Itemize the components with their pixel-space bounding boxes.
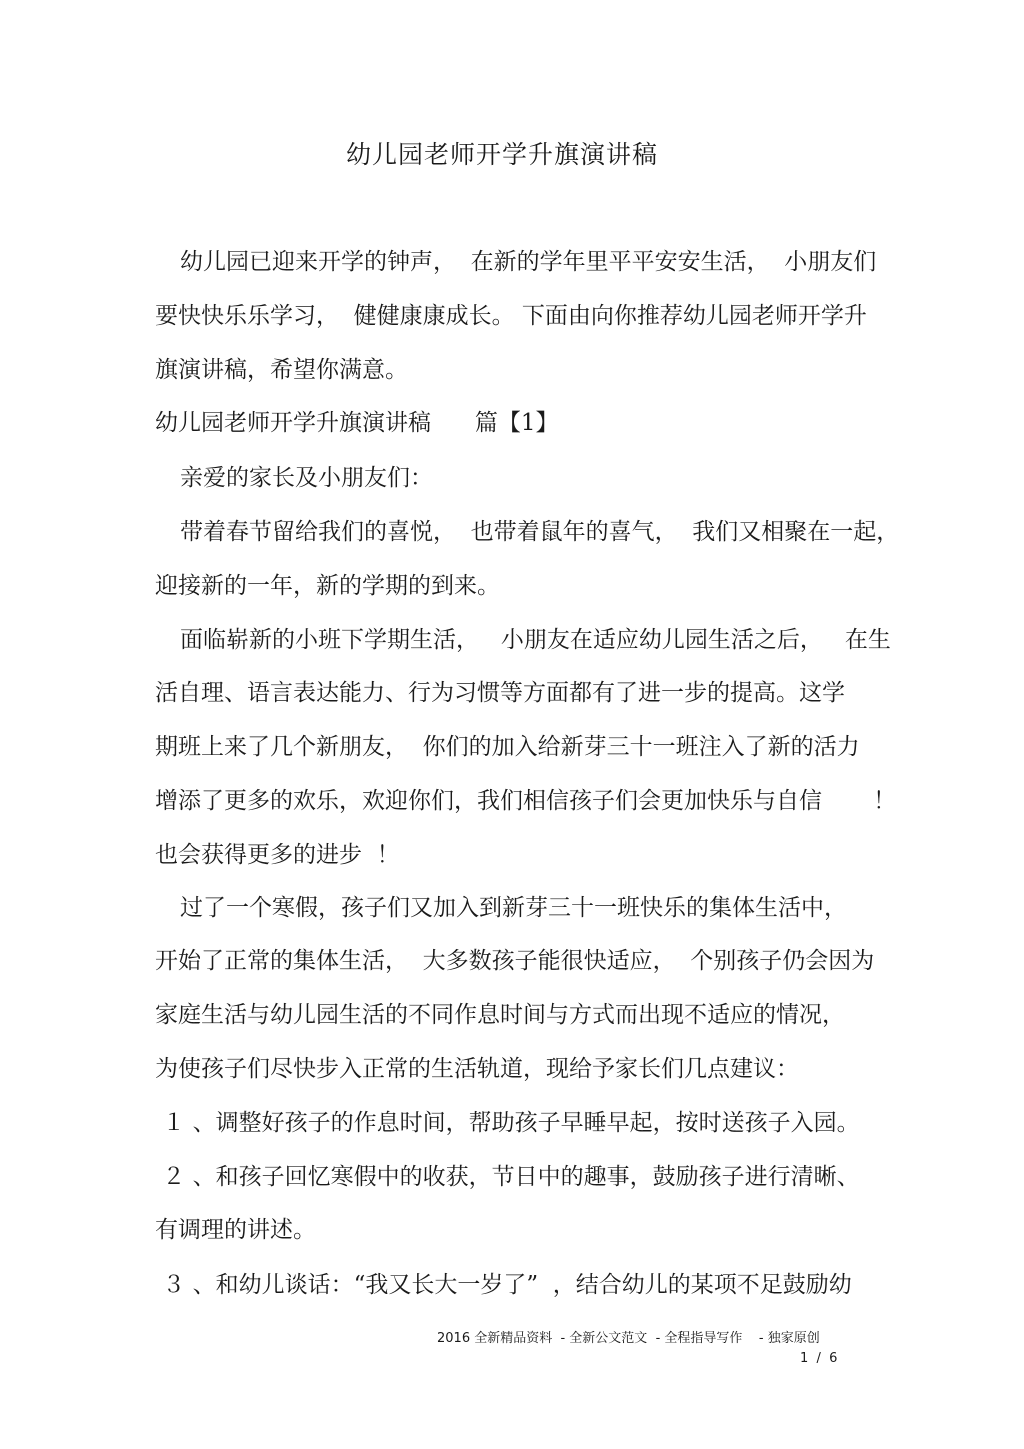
text-line: 期班上来了几个新朋友， 你们的加入给新芽三十一班注入了新的活力 bbox=[155, 734, 860, 760]
text-line: 面临崭新的小班下学期生活， 小朋友在适应幼儿园生活之后， 在生 bbox=[180, 627, 891, 653]
text-line: 开始了正常的集体生活， 大多数孩子能很快适应， 个别孩子仍会因为 bbox=[155, 948, 875, 974]
text-line: 要快快乐乐学习， 健健康康成长。 下面由向你推荐幼儿园老师开学升 bbox=[155, 303, 867, 329]
text-line: 过了一个寒假，孩子们又加入到新芽三十一班快乐的集体生活中， bbox=[180, 895, 847, 921]
list-item: ３ 、和幼儿谈话：“我又长大一岁了” ，结合幼儿的某项不足鼓励幼 bbox=[155, 1272, 852, 1298]
text-line: 迎接新的一年，新的学期的到来。 bbox=[155, 573, 500, 599]
text-line: 旗演讲稿，希望你满意。 bbox=[155, 357, 408, 383]
text-line: 活自理、语言表达能力、行为习惯等方面都有了进一步的提高。这学 bbox=[155, 680, 845, 706]
text-line: 为使孩子们尽快步入正常的生活轨道，现给予家长们几点建议： bbox=[155, 1056, 799, 1082]
section-heading: 幼儿园老师开学升旗演讲稿 篇【1】 bbox=[155, 410, 559, 436]
footer-tagline: 2016 全新精品资料 - 全新公文范文 - 全程指导写作 - 独家原创 bbox=[437, 1331, 820, 1346]
page-title: 幼儿园老师开学升旗演讲稿 bbox=[345, 140, 658, 169]
text-line: 家庭生活与幼儿园生活的不同作息时间与方式而出现不适应的情况， bbox=[155, 1002, 845, 1028]
text-line: 也会获得更多的进步 ！ bbox=[155, 842, 400, 868]
list-item: ２ 、和孩子回忆寒假中的收获，节日中的趣事，鼓励孩子进行清晰、 bbox=[155, 1164, 860, 1190]
text-line: 有调理的讲述。 bbox=[155, 1217, 316, 1243]
text-line: 带着春节留给我们的喜悦， 也带着鼠年的喜气， 我们又相聚在一起， bbox=[180, 519, 900, 545]
text-line: 亲爱的家长及小朋友们： bbox=[180, 465, 433, 491]
text-line: 增添了更多的欢乐，欢迎你们，我们相信孩子们会更加快乐与自信 ！ bbox=[155, 788, 897, 814]
list-item: １ 、调整好孩子的作息时间，帮助孩子早睡早起，按时送孩子入园。 bbox=[155, 1110, 860, 1136]
text-line: 幼儿园已迎来开学的钟声， 在新的学年里平平安安生活， 小朋友们 bbox=[180, 249, 877, 275]
page-number: 1 / 6 bbox=[800, 1351, 838, 1366]
